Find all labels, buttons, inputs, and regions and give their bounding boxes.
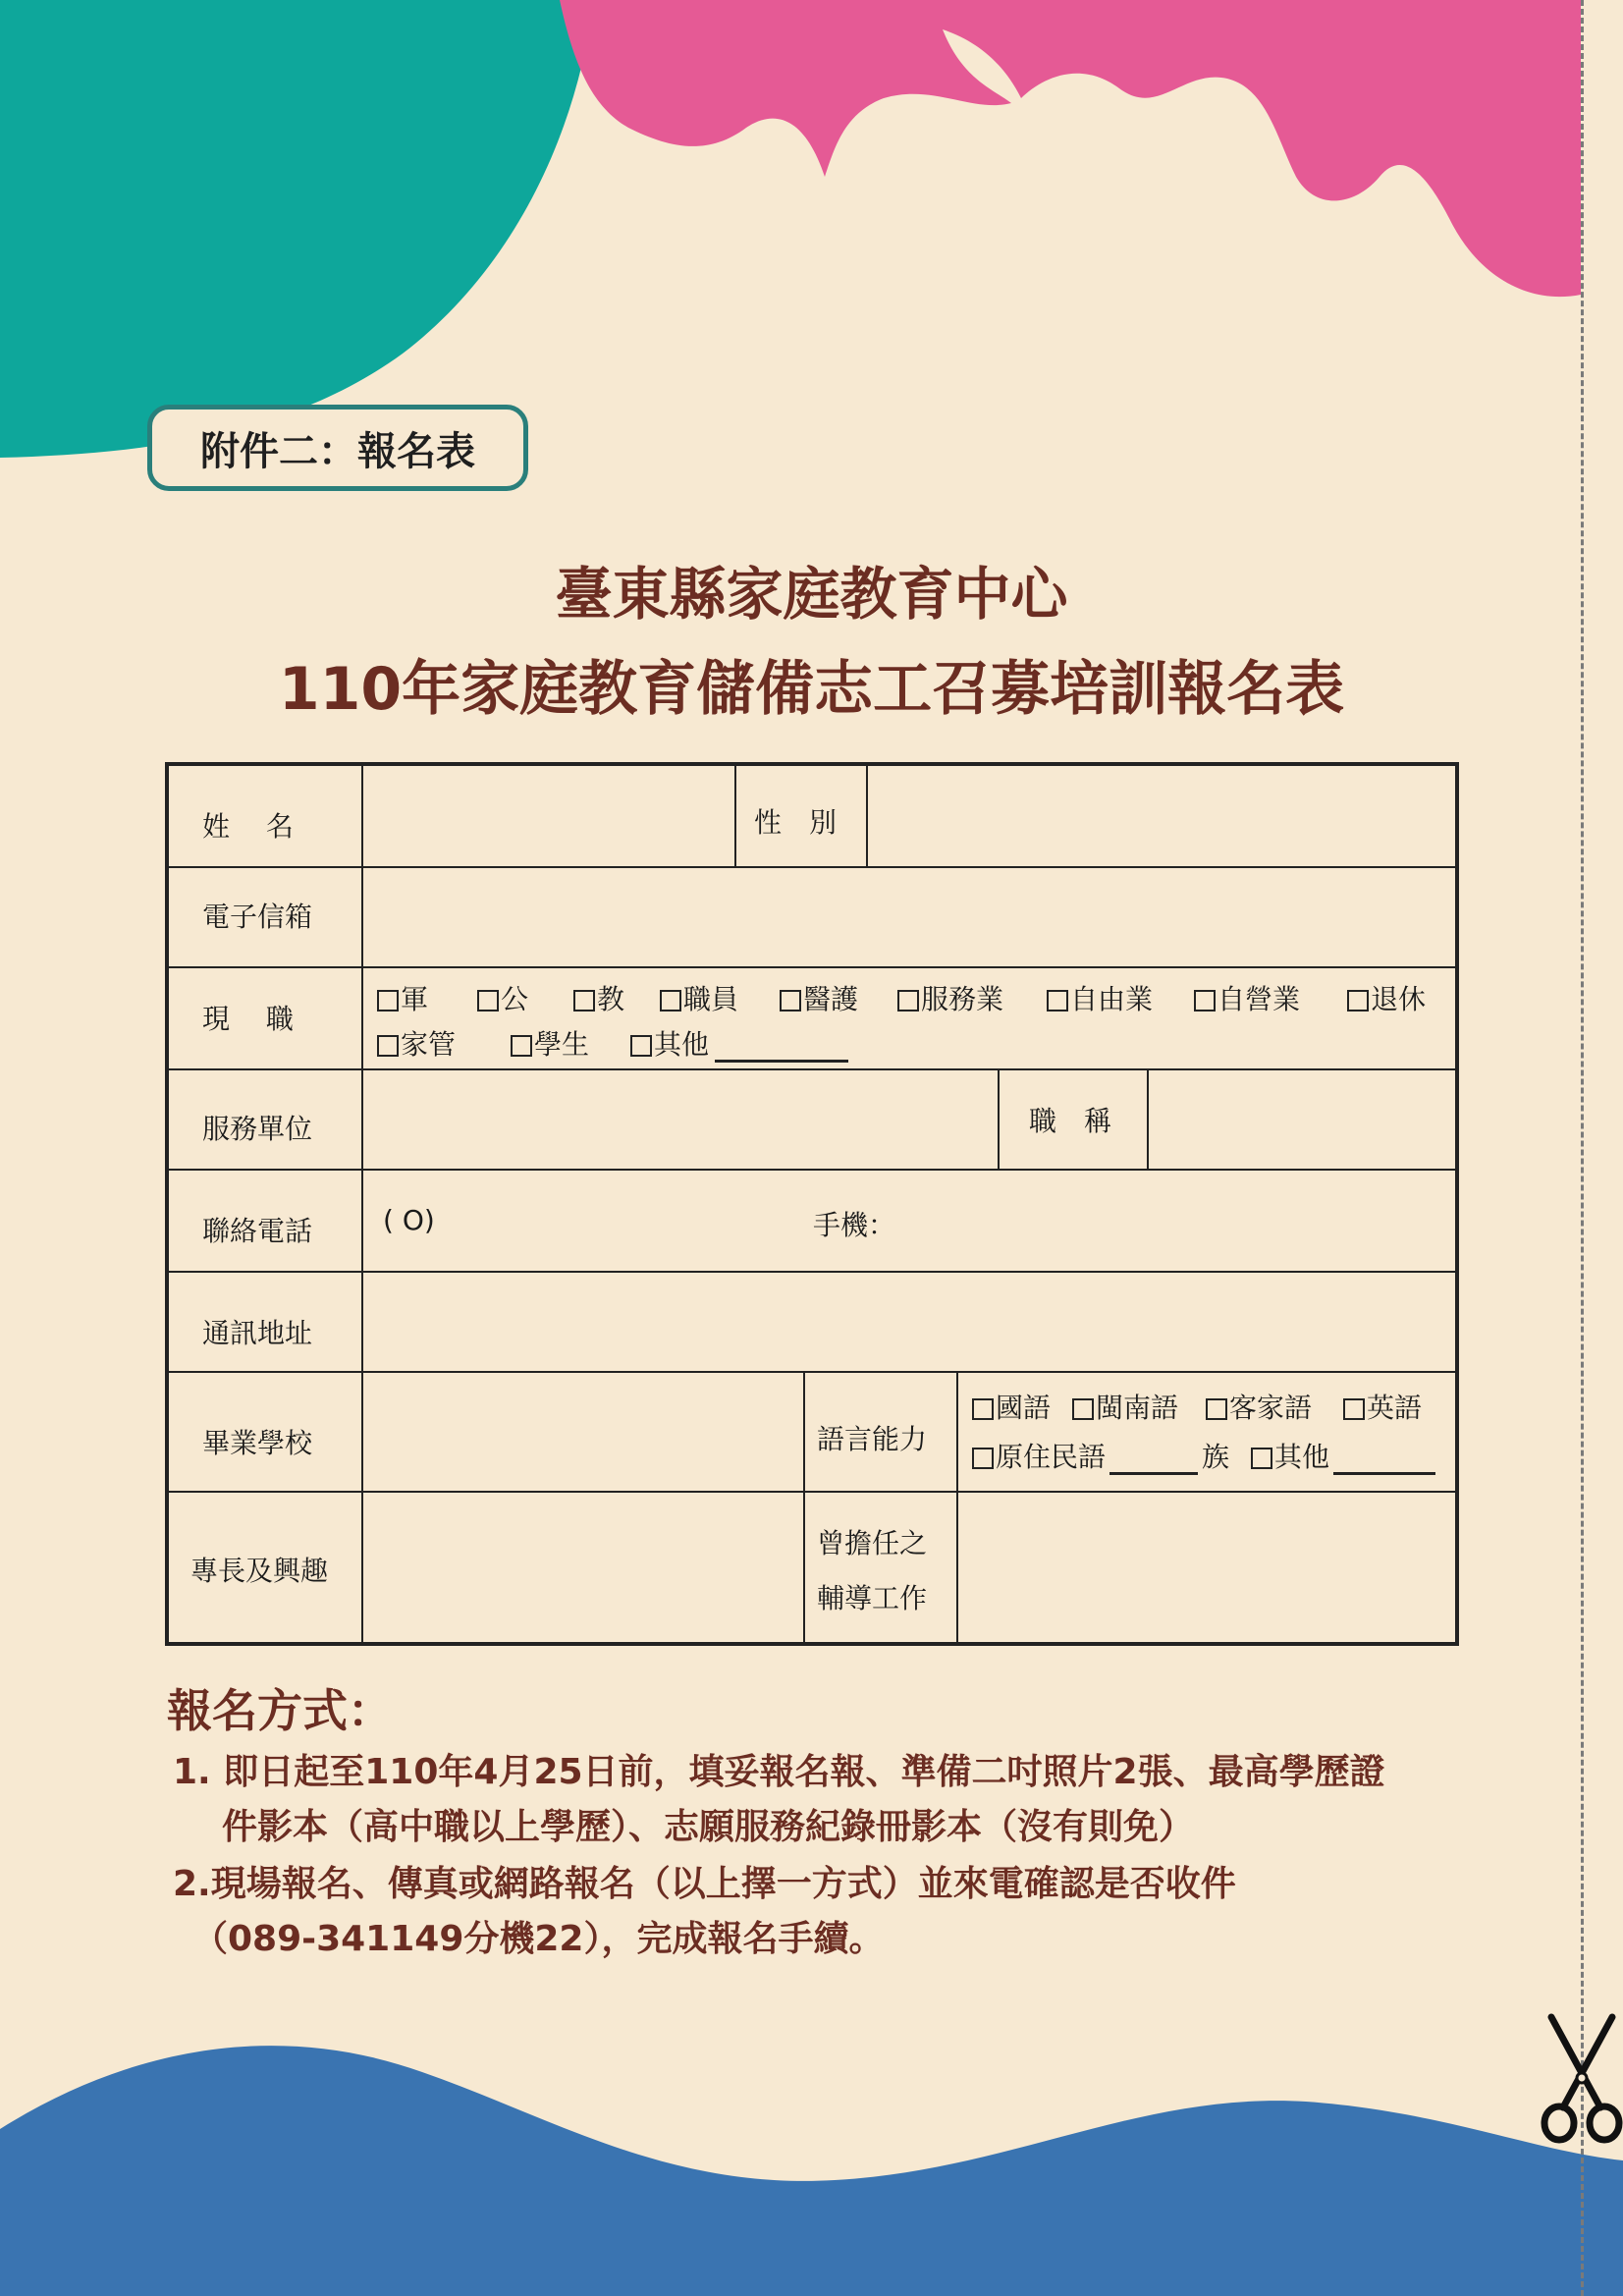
blue-wave: [0, 2046, 1623, 2296]
language-option-mandarin[interactable]: 國語: [972, 1387, 1051, 1426]
occupation-option-self-employed[interactable]: 自營業: [1194, 978, 1300, 1017]
scissors-icon: [1538, 2013, 1623, 2151]
name-field[interactable]: [363, 766, 734, 866]
checkbox[interactable]: [1343, 1398, 1365, 1420]
address-label: 通訊地址: [202, 1317, 313, 1349]
occupation-option-service[interactable]: 服務業: [897, 978, 1003, 1017]
email-label: 電子信箱: [202, 901, 313, 933]
name-label: 姓 名: [202, 810, 294, 843]
employer-label: 服務單位: [202, 1113, 313, 1145]
checkbox[interactable]: [1206, 1398, 1227, 1420]
language-option-indigenous[interactable]: 原住民語 族: [972, 1436, 1229, 1475]
skills-label: 專長及興趣: [190, 1555, 329, 1587]
employer-field[interactable]: [363, 1070, 998, 1169]
other-language-blank[interactable]: [1333, 1447, 1435, 1475]
occupation-option-freelance[interactable]: 自由業: [1047, 978, 1153, 1017]
checkbox[interactable]: [511, 1035, 532, 1057]
occupation-option-homemaker[interactable]: 家管: [377, 1023, 456, 1063]
indigenous-blank[interactable]: [1109, 1447, 1198, 1475]
gender-label: 性 別: [754, 806, 838, 839]
skills-field[interactable]: [363, 1493, 803, 1642]
occupation-label: 現 職: [202, 1003, 294, 1035]
checkbox[interactable]: [477, 990, 499, 1011]
checkbox[interactable]: [1347, 990, 1369, 1011]
checkbox[interactable]: [573, 990, 595, 1011]
past-role-label-line1: 曾擔任之: [817, 1527, 928, 1559]
past-role-label-line2: 輔導工作: [817, 1582, 928, 1614]
language-option-english[interactable]: 英語: [1343, 1387, 1422, 1426]
cut-line: [1581, 0, 1584, 2296]
checkbox[interactable]: [1251, 1448, 1272, 1469]
pink-blob: [560, 0, 1581, 297]
registration-table: [165, 762, 1459, 1646]
checkbox[interactable]: [1194, 990, 1216, 1011]
checkbox[interactable]: [972, 1448, 994, 1469]
checkbox[interactable]: [972, 1398, 994, 1420]
registration-heading: 報名方式：: [167, 1684, 393, 1737]
registration-item-1: 1. 即日起至110年4月25日前，填妥報名報、準備二吋照片2張、最高學歷證: [173, 1752, 1385, 1792]
job-title-label: 職 稱: [1029, 1105, 1112, 1137]
school-field[interactable]: [363, 1373, 803, 1491]
mobile-phone-field[interactable]: 手機：: [813, 1209, 896, 1241]
office-phone-field[interactable]: ( O): [383, 1204, 435, 1236]
language-option-other[interactable]: 其他: [1251, 1436, 1435, 1475]
checkbox[interactable]: [780, 990, 801, 1011]
occupation-option-civil[interactable]: 公: [477, 978, 528, 1017]
registration-item-2: 2.現場報名、傳真或網路報名（以上擇一方式）並來電確認是否收件: [173, 1864, 1236, 1904]
occupation-option-other[interactable]: 其他: [630, 1023, 848, 1063]
teal-blob: [0, 0, 594, 458]
school-label: 畢業學校: [202, 1427, 313, 1459]
language-option-hakka[interactable]: 客家語: [1206, 1387, 1312, 1426]
page-title: 臺東縣家庭教育中心: [555, 561, 1068, 628]
gender-field[interactable]: [868, 766, 1455, 866]
address-field[interactable]: [363, 1273, 1455, 1371]
language-label: 語言能力: [817, 1423, 928, 1455]
occupation-option-retired[interactable]: 退休: [1347, 978, 1426, 1017]
occupation-option-medical[interactable]: 醫護: [780, 978, 858, 1017]
occupation-option-staff[interactable]: 職員: [660, 978, 738, 1017]
checkbox[interactable]: [1072, 1398, 1094, 1420]
email-field[interactable]: [363, 868, 1455, 966]
checkbox[interactable]: [1047, 990, 1068, 1011]
other-occupation-blank[interactable]: [715, 1034, 848, 1063]
checkbox[interactable]: [660, 990, 681, 1011]
checkbox[interactable]: [897, 990, 919, 1011]
occupation-option-student[interactable]: 學生: [511, 1023, 589, 1063]
phone-label: 聯絡電話: [202, 1215, 313, 1247]
checkbox[interactable]: [377, 1035, 399, 1057]
checkbox[interactable]: [377, 990, 399, 1011]
language-option-minnan[interactable]: 閩南語: [1072, 1387, 1178, 1426]
page-subtitle: 110年家庭教育儲備志工召募培訓報名表: [278, 655, 1345, 724]
registration-item-2-cont: （089-341149分機22），完成報名手續。: [192, 1919, 885, 1959]
past-role-field[interactable]: [958, 1493, 1455, 1642]
occupation-option-teacher[interactable]: 教: [573, 978, 624, 1017]
checkbox[interactable]: [630, 1035, 652, 1057]
job-title-field[interactable]: [1149, 1070, 1455, 1169]
attachment-tag: 附件二：報名表: [147, 405, 528, 491]
occupation-option-military[interactable]: 軍: [377, 978, 428, 1017]
registration-item-1-cont: 件影本（高中職以上學歷）、志願服務紀錄冊影本（沒有則免）: [222, 1807, 1195, 1847]
